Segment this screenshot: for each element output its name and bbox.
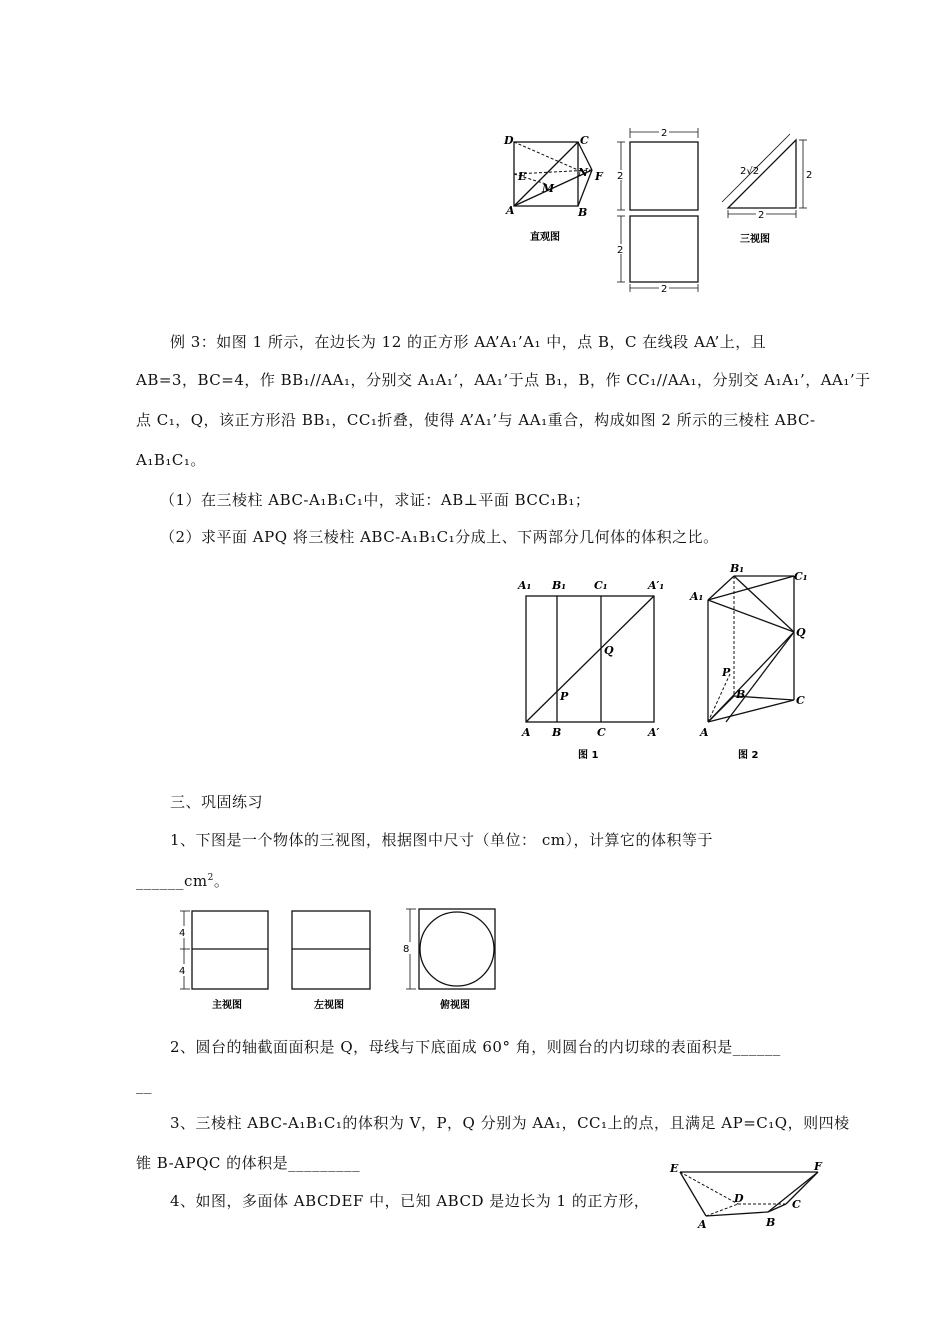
dim-top-width: 2 <box>661 128 668 139</box>
exercise1-unit: cm <box>184 872 208 890</box>
dim-lower-width: 2 <box>661 284 668 295</box>
left-view-caption: 左视图 <box>314 1000 344 1011</box>
figure-1 <box>512 574 672 766</box>
label-d: D <box>504 134 514 147</box>
poly-label-c: C <box>792 1198 801 1211</box>
fig1-label-b: B <box>552 726 562 739</box>
label-f: F <box>595 170 603 183</box>
exercise4-line1: 4、如图，多面体 ABCDEF 中，已知 ABCD 是边长为 1 的正方形， <box>170 1192 650 1210</box>
fig2-label-p: P <box>722 666 731 679</box>
figure-2 <box>686 562 816 766</box>
dim-side-height: 2 <box>617 171 624 182</box>
exercise1-three-views-drawing <box>172 904 512 1016</box>
poly-label-a: A <box>698 1218 707 1231</box>
dim-triangle-height: 2 <box>806 170 813 181</box>
triangle-view-drawing <box>718 132 818 252</box>
exercise3-line2: 锥 B-APQC 的体积是_________ <box>136 1154 361 1172</box>
dim-lower-height: 2 <box>617 245 624 256</box>
exercise1-unit-exponent: 2 <box>207 873 214 883</box>
label-e: E <box>518 170 527 183</box>
fig2-label-a1: A₁ <box>690 590 704 603</box>
exercise2-line1: 2、圆台的轴截面面积是 Q，母线与下底面成 60° 角，则圆台的内切球的表面积是______ <box>170 1038 781 1056</box>
dim-front-upper: 4 <box>179 928 186 939</box>
dim-top-diameter: 8 <box>403 944 410 955</box>
fig2-label-b: B <box>736 688 746 701</box>
label-n: N <box>578 166 589 179</box>
exercise1-end: 。 <box>213 872 230 890</box>
fig2-caption: 图 2 <box>738 750 759 761</box>
front-view-caption: 主视图 <box>212 1000 242 1011</box>
label-b: B <box>578 206 588 219</box>
three-view-squares-drawing <box>615 126 715 296</box>
exercise1-line2 <box>136 868 229 891</box>
poly-label-d: D <box>734 1192 744 1205</box>
polyhedron-drawing <box>668 1160 828 1235</box>
fig1-label-a-prime: A′ <box>648 726 660 739</box>
section-heading: 三、巩固练习 <box>170 793 264 811</box>
example3-line3: 点 C₁，Q，该正方形沿 BB₁，CC₁折叠，使得 A’A₁’与 AA₁重合，构成如图 2 所示的三棱柱 ABC- <box>136 411 816 429</box>
fig2-label-q: Q <box>796 626 806 639</box>
fig1-label-p: P <box>560 690 569 703</box>
polyhedron-figure <box>668 1160 828 1235</box>
exercise1-three-views <box>172 904 512 1016</box>
poly-label-b: B <box>766 1216 776 1229</box>
example3-question2: （2）求平面 APQ 将三棱柱 ABC-A₁B₁C₁分成上、下两部分几何体的体积之比。 <box>160 528 719 546</box>
fig2-label-c1: C₁ <box>794 570 808 583</box>
example3-line4: A₁B₁C₁。 <box>136 451 206 469</box>
fig1-label-c1: C₁ <box>594 579 608 592</box>
exercise1-line1: 1、下图是一个物体的三视图，根据图中尺寸（单位： cm），计算它的体积等于 <box>170 831 713 849</box>
fig1-caption: 图 1 <box>578 750 599 761</box>
poly-label-f: F <box>814 1160 822 1173</box>
fig1-label-a1-prime: A′₁ <box>648 579 665 592</box>
top-view-caption: 俯视图 <box>440 1000 470 1011</box>
fig2-label-b1: B₁ <box>730 562 745 575</box>
fig1-label-a: A <box>522 726 531 739</box>
fig1-label-b1: B₁ <box>552 579 567 592</box>
label-c: C <box>580 134 589 147</box>
exercise1-blank: ______ <box>136 872 184 890</box>
label-m: M <box>542 182 555 195</box>
example3-line1: 例 3：如图 1 所示，在边长为 12 的正方形 AA’A₁’A₁ 中，点 B，C 在线段 AA’上，且 <box>170 333 767 351</box>
example3-question1: （1）在三棱柱 ABC-A₁B₁C₁中，求证：AB⊥平面 BCC₁B₁； <box>160 491 591 509</box>
triangle-view-figure <box>718 132 818 252</box>
three-view-squares <box>615 126 715 296</box>
fig1-label-a1: A₁ <box>518 579 532 592</box>
poly-label-e: E <box>670 1162 679 1175</box>
direct-view-figure <box>500 132 610 252</box>
example3-line2: AB=3，BC=4，作 BB₁//AA₁，分别交 A₁A₁’，AA₁’于点 B₁，B，作 CC₁//AA₁，分别交 A₁A₁’，AA₁’于 <box>136 371 871 389</box>
figure-2-drawing <box>686 562 816 766</box>
fig2-label-c: C <box>796 694 805 707</box>
fig2-label-a: A <box>700 726 709 739</box>
direct-view-drawing <box>500 132 610 252</box>
fig1-label-c: C <box>597 726 606 739</box>
dim-triangle-width: 2 <box>758 210 765 221</box>
label-a: A <box>506 204 515 217</box>
direct-view-caption: 直观图 <box>530 232 560 243</box>
dim-diagonal: 2√2 <box>740 166 760 177</box>
exercise3-line1: 3、三棱柱 ABC-A₁B₁C₁的体积为 V，P，Q 分别为 AA₁，CC₁上的点，且满足 AP=C₁Q，则四棱 <box>170 1114 850 1132</box>
three-view-caption: 三视图 <box>740 234 770 245</box>
exercise2-line2: __ <box>136 1076 152 1094</box>
figure-1-drawing <box>512 574 672 766</box>
fig1-label-q: Q <box>604 644 614 657</box>
dim-front-lower: 4 <box>179 966 186 977</box>
